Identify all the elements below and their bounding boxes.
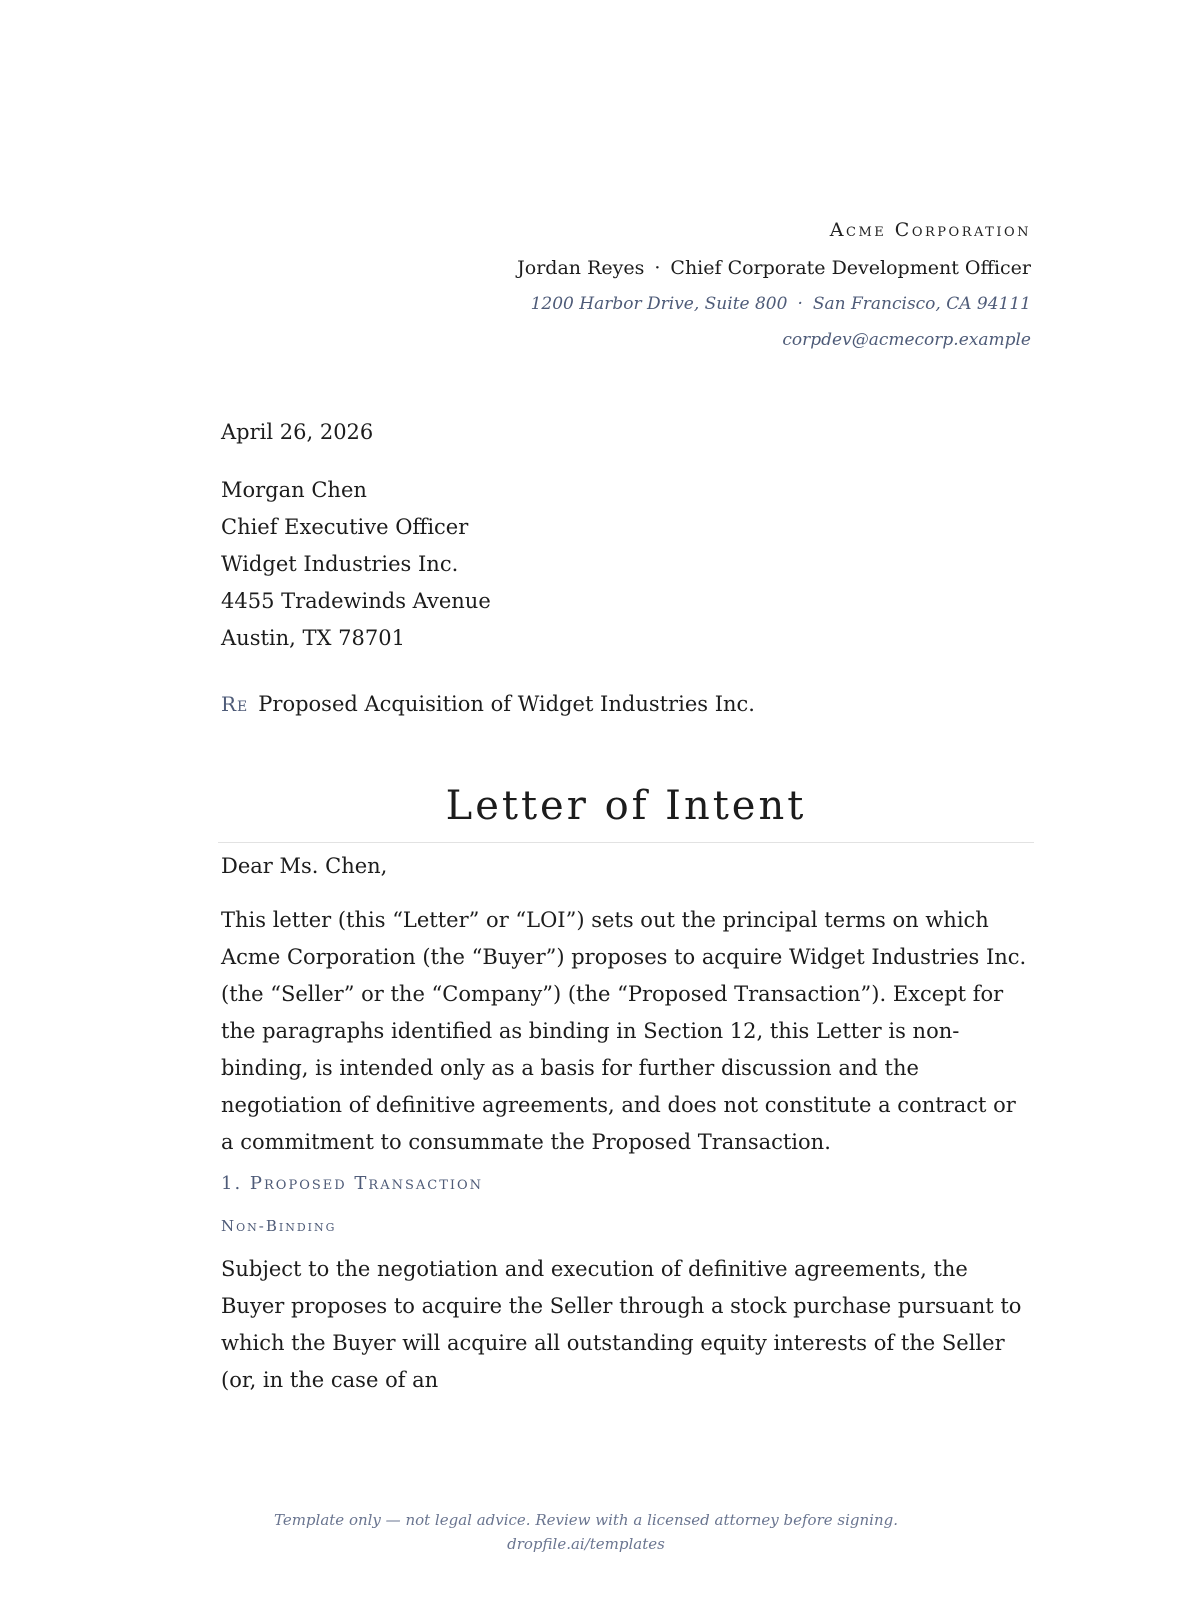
salutation: Dear Ms. Chen, — [221, 854, 388, 878]
recipient-block — [221, 472, 491, 657]
separator-dot: · — [797, 294, 803, 314]
letter-page — [221, 0, 1031, 1600]
recipient-company: Widget Industries Inc. — [221, 552, 459, 576]
intro-paragraph: This letter (this “Letter” or “LOI”) sets out the principal terms on which Acme Corporation (the “Buyer”) proposes to acquire Widget Industries Inc. (the “Seller” or the “Company”) (the “Proposed Transaction”). Except for the paragraphs identified as binding in Section 12, this Letter is non-binding, is intended only as a basis for further discussion and the negotiation of definitive agreements, and does not constitute a contract or a commitment to consummate the Proposed Transaction. — [221, 908, 1027, 1154]
recipient-title: Chief Executive Officer — [221, 515, 469, 539]
letter-date: April 26, 2026 — [221, 420, 374, 444]
sender-name: Jordan Reyes — [517, 257, 645, 279]
sender-title: Chief Corporate Development Officer — [670, 257, 1031, 279]
sender-address-line — [517, 286, 1031, 322]
recipient-city: Austin, TX 78701 — [221, 626, 405, 650]
letterhead — [517, 216, 1031, 358]
sender-name-title-line — [517, 250, 1031, 286]
section-subheading: Non-Binding — [221, 1217, 337, 1235]
re-subject: Proposed Acquisition of Widget Industries Inc. — [258, 692, 755, 716]
section-body: Subject to the negotiation and execution of definitive agreements, the Buyer proposes to acquire the Seller through a stock purchase pursuant to which the Buyer will acquire all outstanding equity interests of the Seller (or, in the case of an — [221, 1257, 1022, 1392]
sender-company-name: Acme Corporation — [829, 219, 1031, 241]
recipient-name: Morgan Chen — [221, 478, 367, 502]
re-label: Re — [221, 692, 249, 716]
re-line — [221, 686, 755, 722]
section-heading: 1. Proposed Transaction — [221, 1173, 484, 1194]
sender-city: San Francisco, CA 94111 — [812, 294, 1031, 314]
recipient-street: 4455 Tradewinds Avenue — [221, 589, 491, 613]
footer-disclaimer: Template only — not legal advice. Review with a licensed attorney before signing. dropfile.ai/templates — [273, 1511, 898, 1553]
separator-dot: · — [654, 257, 661, 279]
sender-email[interactable]: corpdev@acmecorp.example — [782, 330, 1031, 350]
document-title: Letter of Intent — [445, 783, 807, 829]
title-divider — [218, 842, 1034, 843]
sender-street: 1200 Harbor Drive, Suite 800 — [530, 294, 788, 314]
